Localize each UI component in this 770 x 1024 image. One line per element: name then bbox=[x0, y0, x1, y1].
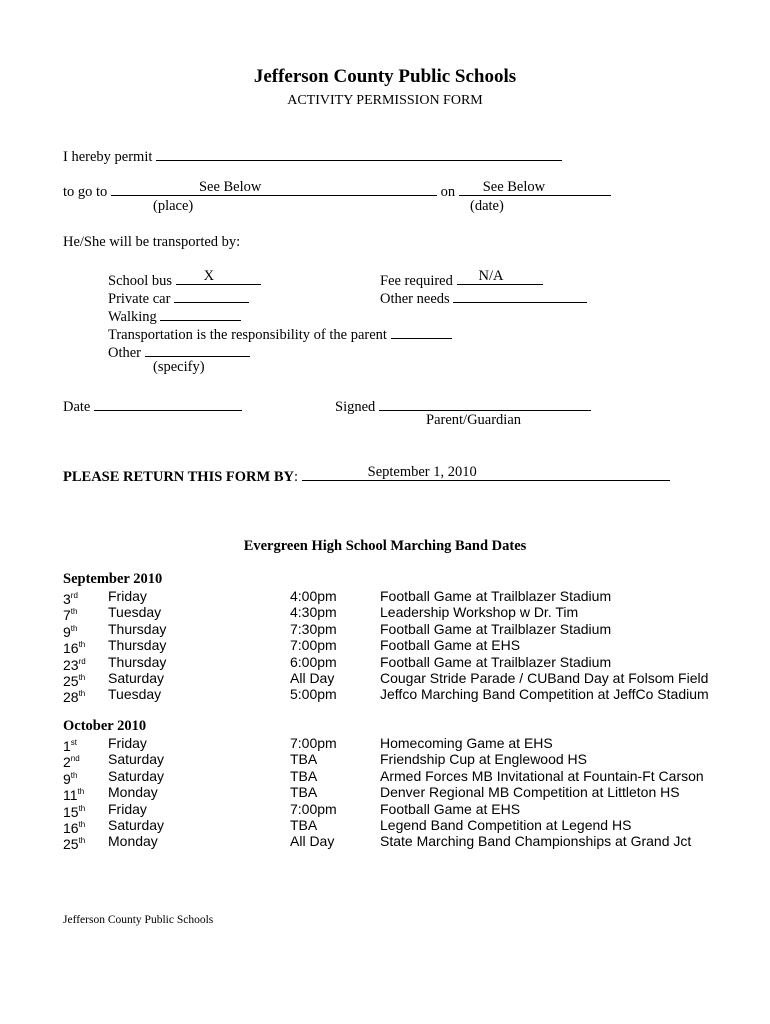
event-weekday: Friday bbox=[108, 735, 147, 751]
event-time: All Day bbox=[290, 833, 335, 850]
date-caption: (date) bbox=[470, 198, 504, 214]
event-day-suffix: st bbox=[70, 738, 78, 747]
event-day-number: 2 bbox=[63, 754, 71, 771]
parent-transport-field[interactable] bbox=[391, 323, 452, 339]
event-description: Jeffco Marching Band Competition at JeffCo Stadium bbox=[380, 686, 709, 703]
event-weekday: Friday bbox=[108, 800, 147, 817]
event-description: Football Game at Trailblazer Stadium bbox=[380, 588, 612, 604]
event-description: Football Game at Trailblazer Stadium bbox=[380, 653, 612, 670]
schedule-row bbox=[0, 735, 770, 754]
guardian-caption: Parent/Guardian bbox=[426, 412, 522, 428]
event-time: 7:00pm bbox=[290, 800, 337, 817]
event-day-suffix: th bbox=[78, 803, 86, 813]
event-day-suffix: th bbox=[70, 623, 78, 633]
event-time: TBA bbox=[290, 784, 318, 801]
event-weekday: Saturday bbox=[108, 817, 165, 833]
event-day-suffix: rd bbox=[78, 656, 86, 666]
student-name-field[interactable] bbox=[156, 145, 562, 161]
schedule-row bbox=[0, 604, 770, 624]
place-caption: (place) bbox=[153, 198, 194, 214]
event-description: Football Game at EHS bbox=[380, 637, 521, 654]
event-weekday: Saturday bbox=[108, 767, 165, 784]
date-label: Date bbox=[63, 399, 91, 415]
event-day-number: 25 bbox=[63, 673, 79, 689]
event-day-number: 23 bbox=[63, 656, 79, 673]
schedule-row bbox=[0, 637, 770, 657]
return-by-line bbox=[63, 465, 670, 486]
schedule-row bbox=[0, 800, 770, 820]
event-day-number: 15 bbox=[63, 803, 79, 820]
event-weekday: Saturday bbox=[108, 751, 165, 768]
event-day-suffix: th bbox=[70, 770, 78, 780]
school-bus-label: School bus bbox=[108, 273, 173, 289]
signature-date-field[interactable] bbox=[94, 395, 242, 411]
event-day-suffix: th bbox=[78, 689, 86, 699]
event-time: 4:30pm bbox=[290, 604, 337, 621]
schedule-row bbox=[0, 670, 770, 689]
event-day-number: 7 bbox=[63, 607, 71, 624]
schedule-row bbox=[0, 653, 770, 673]
event-day-suffix: th bbox=[78, 820, 86, 829]
event-description: Legend Band Competition at Legend HS bbox=[380, 817, 632, 833]
event-weekday: Thursday bbox=[108, 620, 167, 637]
event-day-suffix: th bbox=[78, 640, 86, 650]
date-signature-line bbox=[63, 395, 242, 416]
event-day-number: 16 bbox=[63, 640, 79, 657]
event-time: 7:00pm bbox=[290, 637, 337, 654]
fee-field[interactable] bbox=[457, 269, 543, 285]
schedule-row bbox=[0, 817, 770, 836]
other-needs-field[interactable] bbox=[453, 287, 587, 303]
specify-caption: (specify) bbox=[153, 359, 205, 375]
event-time: 4:00pm bbox=[290, 588, 337, 604]
event-weekday: Monday bbox=[108, 833, 158, 850]
schedule-row bbox=[0, 751, 770, 771]
permit-line bbox=[63, 145, 562, 166]
event-day-number: 9 bbox=[63, 770, 71, 787]
event-day-number: 11 bbox=[63, 787, 78, 804]
event-day-suffix: th bbox=[78, 836, 86, 846]
event-day-suffix: th bbox=[77, 787, 85, 797]
schedule-title: Evergreen High School Marching Band Dates bbox=[243, 538, 527, 554]
event-day-number: 25 bbox=[63, 836, 79, 853]
fee-label: Fee required bbox=[380, 273, 453, 289]
event-weekday: Monday bbox=[108, 784, 158, 801]
page-footer: Jefferson County Public Schools bbox=[63, 914, 214, 926]
event-day-suffix: th bbox=[70, 607, 78, 617]
event-day-suffix: nd bbox=[70, 754, 80, 764]
date-value: See Below bbox=[482, 179, 546, 195]
event-time: TBA bbox=[290, 751, 318, 768]
signature-field[interactable] bbox=[379, 395, 591, 411]
other-needs-label: Other needs bbox=[380, 291, 450, 307]
schedule-row bbox=[0, 784, 770, 804]
private-car-field[interactable] bbox=[174, 287, 249, 303]
schedule-row bbox=[0, 833, 770, 853]
fee-value: N/A bbox=[478, 268, 504, 284]
event-description: Leadership Workshop w Dr. Tim bbox=[380, 604, 579, 621]
on-label: on bbox=[440, 184, 456, 200]
other-needs-line bbox=[380, 287, 587, 308]
event-day-number: 9 bbox=[63, 623, 71, 640]
private-car-label: Private car bbox=[108, 291, 171, 307]
event-day-number: 28 bbox=[63, 689, 79, 706]
school-bus-value: X bbox=[203, 268, 215, 284]
place-field[interactable] bbox=[111, 180, 437, 196]
schedule-row bbox=[0, 620, 770, 640]
event-day bbox=[63, 686, 85, 705]
event-description: Friendship Cup at Englewood HS bbox=[380, 751, 588, 768]
event-weekday: Thursday bbox=[108, 637, 167, 654]
event-description: Homecoming Game at EHS bbox=[380, 735, 553, 751]
other-label: Other bbox=[108, 345, 142, 361]
event-time: 7:30pm bbox=[290, 620, 337, 637]
return-by-field[interactable] bbox=[302, 465, 670, 481]
event-day-suffix: rd bbox=[70, 591, 78, 600]
destination-line bbox=[63, 180, 611, 201]
event-description: Football Game at Trailblazer Stadium bbox=[380, 620, 612, 637]
schedule-row bbox=[0, 686, 770, 706]
goto-label: to go to bbox=[63, 184, 108, 200]
event-description: Football Game at EHS bbox=[380, 800, 521, 817]
event-day bbox=[63, 833, 85, 852]
event-day-suffix: th bbox=[78, 673, 86, 682]
transport-intro: He/She will be transported by: bbox=[63, 234, 241, 250]
event-description: Armed Forces MB Invitational at Fountain-Ft Carson bbox=[380, 767, 704, 784]
event-time: All Day bbox=[290, 670, 335, 686]
parent-transport-label: Transportation is the responsibility of the parent bbox=[108, 327, 387, 343]
event-description: Cougar Stride Parade / CUBand Day at Folsom Field bbox=[380, 670, 709, 686]
event-weekday: Saturday bbox=[108, 670, 165, 686]
month-heading: October 2010 bbox=[63, 718, 147, 734]
event-day-number: 3 bbox=[63, 591, 71, 607]
permit-label: I hereby permit bbox=[63, 149, 153, 165]
event-weekday: Tuesday bbox=[108, 686, 162, 703]
schedule-row bbox=[0, 767, 770, 787]
event-time: 6:00pm bbox=[290, 653, 337, 670]
return-by-label: PLEASE RETURN THIS FORM BY bbox=[63, 469, 294, 485]
walking-field[interactable] bbox=[160, 305, 241, 321]
event-time: TBA bbox=[290, 767, 318, 784]
date-field[interactable] bbox=[459, 180, 611, 196]
school-bus-field[interactable] bbox=[176, 269, 261, 285]
return-by-value: September 1, 2010 bbox=[367, 464, 477, 480]
place-value: See Below bbox=[198, 179, 262, 195]
event-description: State Marching Band Championships at Grand Jct bbox=[380, 833, 692, 850]
other-field[interactable] bbox=[145, 341, 250, 357]
event-time: TBA bbox=[290, 817, 318, 833]
month-heading: September 2010 bbox=[63, 571, 163, 587]
event-day-number: 16 bbox=[63, 820, 79, 836]
return-by-colon: : bbox=[293, 469, 298, 485]
page-title: Jefferson County Public Schools bbox=[253, 66, 517, 87]
event-time: 5:00pm bbox=[290, 686, 337, 703]
event-time: 7:00pm bbox=[290, 735, 337, 751]
schedule-row bbox=[0, 588, 770, 607]
walking-label: Walking bbox=[108, 309, 157, 325]
form-subtitle: ACTIVITY PERMISSION FORM bbox=[287, 93, 483, 108]
event-weekday: Thursday bbox=[108, 653, 167, 670]
event-description: Denver Regional MB Competition at Littleton HS bbox=[380, 784, 680, 801]
signed-label: Signed bbox=[335, 399, 376, 415]
event-day-number: 1 bbox=[63, 738, 71, 754]
event-weekday: Tuesday bbox=[108, 604, 162, 621]
event-weekday: Friday bbox=[108, 588, 147, 604]
